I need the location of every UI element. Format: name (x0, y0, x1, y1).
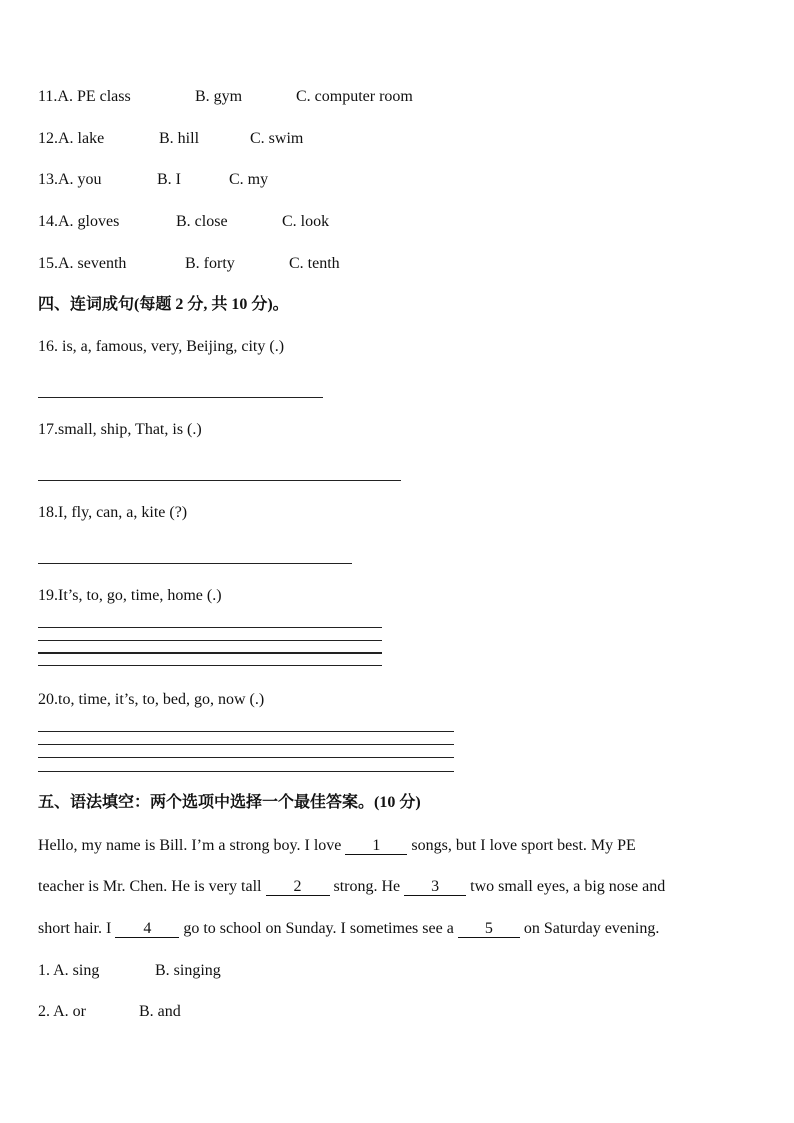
passage-text: strong. He (329, 878, 405, 895)
section5-title: 五、语法填空：两个选项中选择一个最佳答案。(10 分) (38, 794, 421, 811)
answer-line (38, 771, 454, 772)
choice-option-c: C. tenth (289, 255, 340, 272)
choice-option-b: B. forty (185, 255, 235, 272)
answer-line (38, 757, 454, 758)
blank-5[interactable]: 5 (458, 920, 520, 938)
passage-text: on Saturday evening. (519, 920, 660, 937)
answer-line (38, 665, 382, 666)
answer-line (38, 652, 382, 654)
choice-number: 12. (38, 130, 58, 147)
choice-option-b: B. I (157, 171, 181, 188)
choice-option-a: A. gloves (58, 213, 120, 230)
section4-title: 四、连词成句(每题 2 分, 共 10 分)。 (38, 296, 289, 313)
choice-option-b: B. hill (159, 130, 200, 147)
passage-text: Hello, my name is Bill. I’m a strong boy. I love (38, 837, 346, 854)
blank-4[interactable]: 4 (115, 920, 179, 938)
blank-2[interactable]: 2 (266, 878, 330, 896)
passage-text: two small eyes, a big nose and (466, 878, 666, 895)
question-19: 19.It’s, to, go, time, home (.) (38, 587, 222, 604)
choice-option-a: A. lake (58, 130, 105, 147)
blank-3[interactable]: 3 (404, 878, 466, 896)
answer-line-18[interactable] (38, 563, 352, 564)
question-18: 18.I, fly, can, a, kite (?) (38, 504, 188, 521)
answer-line-16[interactable] (38, 397, 323, 398)
choice-option-c: C. my (229, 171, 269, 188)
answer-line (38, 744, 454, 745)
passage-text: short hair. I (38, 920, 116, 937)
option-b: B. and (139, 1003, 181, 1020)
choice-option-c: C. computer room (296, 88, 413, 105)
choice-option-a: A. you (58, 171, 102, 188)
choice-option-c: C. look (282, 213, 330, 230)
choice-option-b: B. gym (195, 88, 243, 105)
answer-line (38, 627, 382, 628)
question-17: 17.small, ship, That, is (.) (38, 421, 202, 438)
answer-line-17[interactable] (38, 480, 401, 481)
choice-option-b: B. close (176, 213, 228, 230)
blank-1[interactable]: 1 (345, 837, 407, 855)
answer-line (38, 731, 454, 732)
choice-option-c: C. swim (250, 130, 304, 147)
option-number: 2. (38, 1003, 50, 1020)
option-a: A. or (53, 1003, 87, 1020)
option-b: B. singing (155, 962, 221, 979)
choice-number: 13. (38, 171, 58, 188)
option-number: 1. (38, 962, 50, 979)
choice-number: 14. (38, 213, 58, 230)
choice-number: 11. (38, 88, 58, 105)
passage-text: teacher is Mr. Chen. He is very tall (38, 878, 266, 895)
passage-line-2 (38, 877, 665, 897)
passage-text: go to school on Sunday. I sometimes see a (179, 920, 458, 937)
option-a: A. sing (53, 962, 100, 979)
question-16: 16. is, a, famous, very, Beijing, city (.) (38, 338, 285, 355)
choice-option-a: A. seventh (58, 255, 127, 272)
choice-number: 15. (38, 255, 58, 272)
answer-line (38, 640, 382, 641)
passage-line-1 (38, 836, 636, 856)
question-20: 20.to, time, it’s, to, bed, go, now (.) (38, 691, 265, 708)
passage-text: songs, but I love sport best. My PE (407, 837, 636, 854)
passage-line-3 (38, 919, 659, 939)
choice-option-a: A. PE class (57, 88, 131, 105)
